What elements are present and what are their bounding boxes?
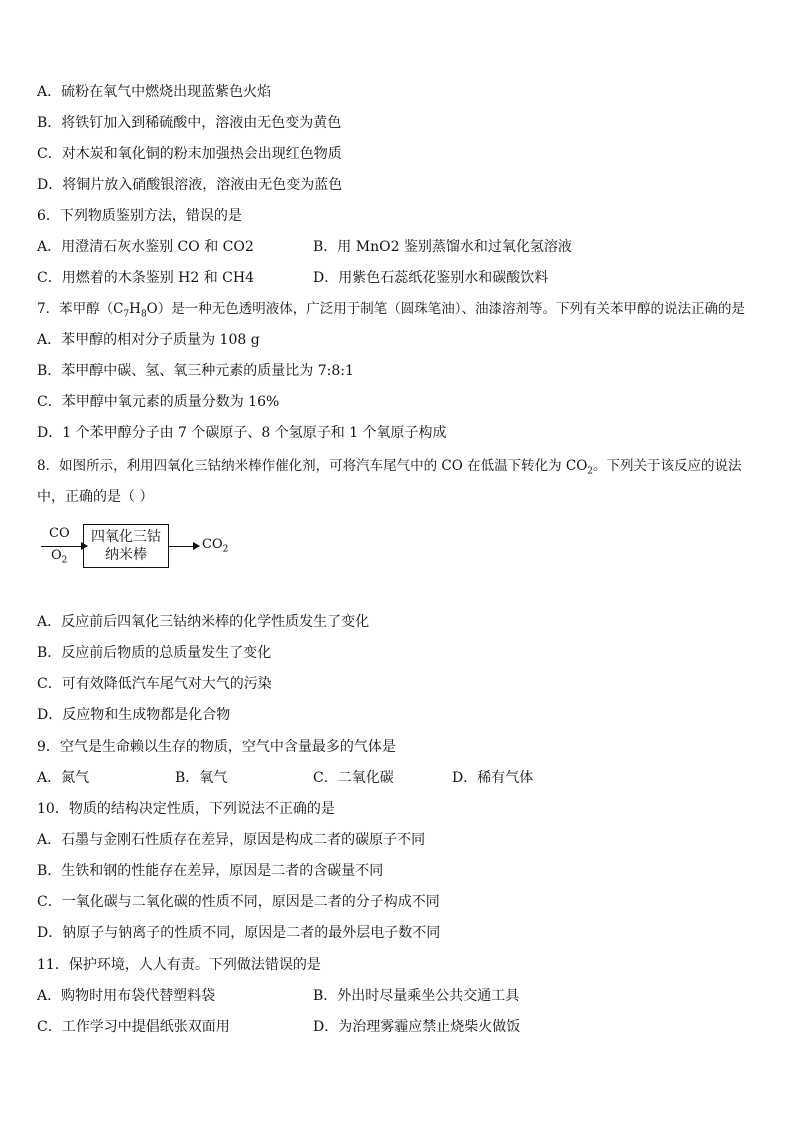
q8-stem-line1: 8．如图所示，利用四氧化三钴纳米棒作催化剂，可将汽车尾气中的 CO 在低温下转化为 $CO_2$。下列关于该反应的说法 — [37, 458, 742, 477]
q11-option-d: D．为治理雾霾应禁止烧柴火做饭 — [313, 1019, 521, 1035]
q6-option-d: D．用紫色石蕊纸花鉴别水和碳酸饮料 — [313, 270, 549, 286]
q8-stem-line2: 中，正确的是（ ） — [37, 489, 154, 505]
q11-option-c: C．工作学习中提倡纸张双面用 — [37, 1019, 230, 1035]
q6-option-c: C．用燃着的木条鉴别 H2 和 CH4 — [37, 270, 255, 286]
q9-stem: 9．空气是生命赖以生存的物质，空气中含量最多的气体是 — [37, 739, 396, 755]
q11-stem: 11．保护环境，人人有责。下列做法错误的是 — [37, 957, 321, 973]
q9-option-b: B．氧气 — [175, 770, 228, 786]
q10-option-a: A．石墨与金刚石性质存在差异，原因是构成二者的碳原子不同 — [37, 832, 426, 848]
q5-option-b: B．将铁钉加入到稀硫酸中，溶液由无色变为黄色 — [37, 115, 342, 131]
q8-option-c: C．可有效降低汽车尾气对大气的污染 — [37, 676, 272, 692]
product-co2-label: $CO_2$ — [202, 537, 229, 555]
output-arrow-head — [193, 542, 200, 550]
q5-option-d: D．将铜片放入硝酸银溶液，溶液由无色变为蓝色 — [37, 177, 343, 193]
q7-option-a: A．苯甲醇的相对分子质量为 108 g — [37, 332, 260, 348]
reactant-o2-label: $O_2$ — [51, 548, 68, 566]
reaction-diagram — [37, 520, 257, 576]
catalyst-box: 四氧化三钴 纳米棒 — [83, 524, 169, 568]
q10-option-b: B．生铁和钢的性能存在差异，原因是二者的含碳量不同 — [37, 863, 384, 879]
q7-option-d: D．1 个苯甲醇分子由 7 个碳原子、8 个氢原子和 1 个氧原子构成 — [37, 425, 447, 441]
q6-option-b: B．用 MnO2 鉴别蒸馏水和过氧化氢溶液 — [313, 239, 572, 255]
q8-option-a: A．反应前后四氧化三钴纳米棒的化学性质发生了变化 — [37, 614, 370, 630]
q10-stem: 10．物质的结构决定性质，下列说法不正确的是 — [37, 801, 335, 817]
q5-option-c: C．对木炭和氧化铜的粉末加强热会出现红色物质 — [37, 146, 342, 162]
q9-option-a: A．氮气 — [37, 770, 90, 786]
q10-option-c: C．一氧化碳与二氧化碳的性质不同，原因是二者的分子构成不同 — [37, 894, 440, 910]
q9-option-d: D．稀有气体 — [452, 770, 534, 786]
q10-option-d: D．钠原子与钠离子的性质不同，原因是二者的最外层电子数不同 — [37, 925, 441, 941]
q6-stem: 6．下列物质鉴别方法，错误的是 — [37, 208, 242, 224]
q5-option-a: A．硫粉在氧气中燃烧出现蓝紫色火焰 — [37, 84, 272, 100]
q11-option-a: A．购物时用布袋代替塑料袋 — [37, 988, 216, 1004]
q8-option-b: B．反应前后物质的总质量发生了变化 — [37, 645, 272, 661]
q8-option-d: D．反应物和生成物都是化合物 — [37, 707, 231, 723]
reactant-co-label: CO — [49, 526, 70, 541]
q11-option-b: B．外出时尽量乘坐公共交通工具 — [313, 988, 520, 1004]
q7-option-c: C．苯甲醇中氧元素的质量分数为 16% — [37, 394, 280, 410]
q6-option-a: A．用澄清石灰水鉴别 CO 和 CO2 — [37, 239, 254, 255]
q7-option-b: B．苯甲醇中碳、氢、氧三种元素的质量比为 7:8:1 — [37, 363, 354, 379]
q9-option-c: C．二氧化碳 — [313, 770, 394, 786]
q7-stem: 7．苯甲醇$(C_7H_8O)$是一种无色透明液体，广泛用于制笔（圆珠笔油）、油漆溶剂等。下列有关苯甲醇的说法正确的是 — [37, 301, 745, 320]
